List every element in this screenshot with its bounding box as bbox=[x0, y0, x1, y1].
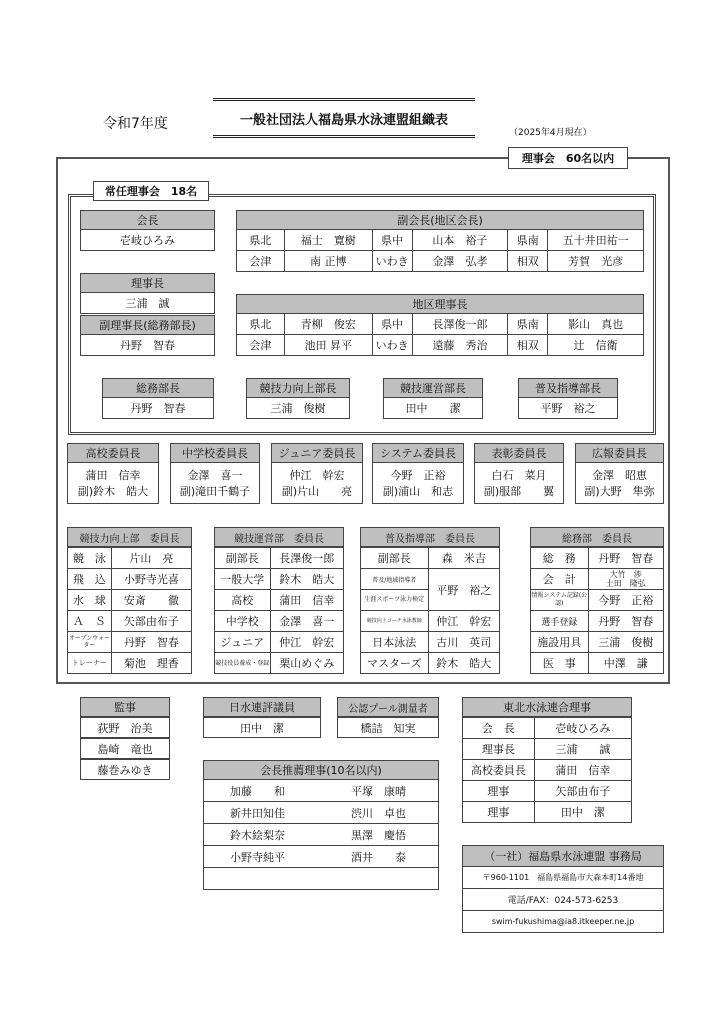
vice-name: 五十井田祐一 bbox=[548, 230, 644, 251]
committee-body bbox=[474, 462, 564, 504]
accountant-line: 土田 隆弘 bbox=[605, 579, 646, 588]
role-cell: 情報システム記録(公認) bbox=[531, 590, 589, 611]
dept-committee-promotion bbox=[360, 527, 500, 674]
name-cell: 三浦 俊樹 bbox=[588, 632, 663, 653]
dept-committee-table bbox=[67, 547, 192, 674]
table-row bbox=[68, 653, 192, 674]
role-cell: Ａ Ｓ bbox=[68, 611, 112, 632]
district-area: 相双 bbox=[508, 335, 548, 356]
recommended-name: 小野寺純平 bbox=[230, 850, 285, 864]
table-row bbox=[361, 653, 500, 674]
role-cell: 生涯スポーツ泳力検定 bbox=[361, 590, 429, 611]
role-cell: トレーナー bbox=[68, 653, 112, 674]
committee-line: 副)大野 隼弥 bbox=[584, 485, 655, 498]
accountant-line: 大竹 渉 bbox=[609, 570, 642, 579]
vice-chairman-header: 副理事長(総務部長) bbox=[80, 315, 215, 335]
committee-body bbox=[67, 462, 159, 504]
role-cell: 飛 込 bbox=[68, 569, 112, 590]
role-cell: 副部長 bbox=[215, 548, 271, 569]
name-cell: 蒲田 信幸 bbox=[270, 590, 343, 611]
committee-body bbox=[170, 462, 260, 504]
role-cell: 競技向上コーチ水泳教師 bbox=[361, 611, 429, 632]
name-cell: 仲江 幹宏 bbox=[270, 632, 343, 653]
table-row bbox=[463, 760, 632, 781]
role-cell: 理事 bbox=[463, 781, 535, 802]
page-title bbox=[213, 98, 475, 138]
role-cell: 普及/地域指導者 bbox=[361, 569, 429, 590]
name-cell: 丹野 智春 bbox=[588, 611, 663, 632]
recommended-name: 鈴木絵梨奈 bbox=[230, 828, 285, 842]
tohoku-directors bbox=[462, 697, 632, 823]
role-cell: 選手登録 bbox=[531, 611, 589, 632]
name-cell: 片山 亮 bbox=[111, 548, 191, 569]
name-cell bbox=[588, 569, 663, 590]
district-area: 県南 bbox=[508, 314, 548, 335]
vice-area: いわき bbox=[372, 251, 412, 272]
name-cell: 今野 正裕 bbox=[588, 590, 663, 611]
dept-committee-header: 競技運営部 委員長 bbox=[214, 527, 344, 547]
tohoku-header: 東北水泳連合理事 bbox=[462, 697, 632, 717]
table-row bbox=[531, 611, 664, 632]
name-cell: 長澤俊一郎 bbox=[270, 548, 343, 569]
name-cell: 安斎 徹 bbox=[111, 590, 191, 611]
table-row bbox=[361, 548, 500, 569]
committee-line: 副)滝田千鶴子 bbox=[179, 485, 251, 498]
role-cell: マスターズ bbox=[361, 653, 429, 674]
name-cell: 中澤 謙 bbox=[588, 653, 663, 674]
chairman-name: 三浦 誠 bbox=[80, 292, 215, 314]
name-cell: 栗山めぐみ bbox=[270, 653, 343, 674]
recommended-row bbox=[204, 846, 438, 868]
table-row bbox=[68, 611, 192, 632]
role-cell: ジュニア bbox=[215, 632, 271, 653]
office-email: swim-fukushima@ia8.itkeeper.ne.jp bbox=[462, 911, 664, 933]
name-cell: 平野 裕之 bbox=[428, 569, 499, 611]
committee-line: 副)片山 亮 bbox=[281, 485, 353, 498]
office-box bbox=[462, 845, 664, 933]
vice-table bbox=[236, 229, 644, 272]
district-area: 県中 bbox=[372, 314, 412, 335]
table-row bbox=[237, 314, 644, 335]
dept-committee-competitive bbox=[67, 527, 192, 674]
standing-label: 常任理事会 18名 bbox=[93, 181, 209, 201]
table-row bbox=[68, 632, 192, 653]
recommended-name: 加藤 和 bbox=[230, 784, 285, 798]
dept-committee-table bbox=[530, 547, 664, 674]
recommended-name: 黒澤 慶悟 bbox=[351, 828, 406, 842]
dept-committee-general bbox=[530, 527, 664, 674]
role-cell: 理事長 bbox=[463, 739, 535, 760]
table-row bbox=[215, 611, 344, 632]
name-cell: 三浦 誠 bbox=[534, 739, 631, 760]
table-row bbox=[531, 590, 664, 611]
table-row bbox=[68, 548, 192, 569]
role-cell: 競 泳 bbox=[68, 548, 112, 569]
role-cell: 会 長 bbox=[463, 718, 535, 739]
table-row bbox=[361, 632, 500, 653]
chairman-header: 理事長 bbox=[80, 273, 215, 293]
recommended-row bbox=[204, 824, 438, 846]
vice-header: 副会長(地区会長) bbox=[236, 210, 644, 230]
district-header: 地区理事長 bbox=[236, 294, 644, 314]
dept-head-header: 競技運営部長 bbox=[383, 378, 483, 398]
dept-head-header: 競技力向上部長 bbox=[246, 378, 350, 398]
dept-committee-header: 普及指導部 委員長 bbox=[360, 527, 500, 547]
name-cell: 矢部由布子 bbox=[534, 781, 631, 802]
pool-header: 公認プール測量者 bbox=[337, 697, 439, 717]
district-name: 辻 信衛 bbox=[548, 335, 644, 356]
dept-committee-operations bbox=[214, 527, 344, 674]
dept-committee-table bbox=[214, 547, 344, 674]
table-row bbox=[531, 653, 664, 674]
recommended-header: 会長推薦理事(10名以内) bbox=[203, 760, 439, 780]
table-row bbox=[361, 569, 500, 590]
committee-line: 副)浦山 和志 bbox=[382, 485, 454, 498]
name-cell: 森 米吉 bbox=[428, 548, 499, 569]
recommended-name: 新井田知佳 bbox=[230, 806, 285, 820]
vice-area: 県南 bbox=[508, 230, 548, 251]
committee-header: 広報委員長 bbox=[575, 443, 664, 463]
committee-line: 金澤 喜一 bbox=[187, 469, 243, 482]
committee-line: 金澤 昭恵 bbox=[592, 469, 647, 482]
committee-header: 表彰委員長 bbox=[474, 443, 564, 463]
name-cell: 菊池 理香 bbox=[111, 653, 191, 674]
office-header: （一社）福島県水泳連盟 事務局 bbox=[462, 845, 664, 867]
committee-line: 蒲田 信幸 bbox=[85, 469, 141, 482]
district-name: 遠藤 秀治 bbox=[412, 335, 508, 356]
table-row bbox=[215, 653, 344, 674]
role-cell: 日本泳法 bbox=[361, 632, 429, 653]
table-row bbox=[531, 548, 664, 569]
dept-committee-header: 競技力向上部 委員長 bbox=[67, 527, 192, 547]
table-row bbox=[215, 590, 344, 611]
table-row bbox=[237, 251, 644, 272]
role-cell: 高校 bbox=[215, 590, 271, 611]
district-name: 長澤俊一郎 bbox=[412, 314, 508, 335]
role-cell: 中学校 bbox=[215, 611, 271, 632]
name-cell: 小野寺光喜 bbox=[111, 569, 191, 590]
vice-name: 芳賀 光彦 bbox=[548, 251, 644, 272]
table-row bbox=[215, 632, 344, 653]
vice-area: 会津 bbox=[237, 251, 285, 272]
recommended-row-empty bbox=[204, 868, 438, 889]
committee-line: 仲江 幹宏 bbox=[289, 469, 345, 482]
table-row bbox=[215, 548, 344, 569]
table-row bbox=[68, 569, 192, 590]
district-name: 池田 昇平 bbox=[284, 335, 372, 356]
table-row bbox=[237, 335, 644, 356]
committee-header: 高校委員長 bbox=[67, 443, 159, 463]
vice-name: 山本 裕子 bbox=[412, 230, 508, 251]
name-cell: 丹野 智春 bbox=[588, 548, 663, 569]
table-row bbox=[463, 718, 632, 739]
district-name: 青柳 俊宏 bbox=[284, 314, 372, 335]
table-row bbox=[68, 590, 192, 611]
dept-head-header: 普及指導部長 bbox=[518, 378, 618, 398]
recommended-row bbox=[204, 780, 438, 802]
role-cell: 医 事 bbox=[531, 653, 589, 674]
dept-head-name: 三浦 俊樹 bbox=[246, 397, 350, 419]
committee-line: 今野 正裕 bbox=[390, 469, 446, 482]
district-table bbox=[236, 313, 644, 356]
name-cell: 鈴木 皓大 bbox=[270, 569, 343, 590]
role-cell: オープンウォーター bbox=[68, 632, 112, 653]
role-cell: 競技役員養成・登録 bbox=[215, 653, 271, 674]
committee-line: 白石 菜月 bbox=[491, 469, 547, 482]
name-cell: 丹野 智春 bbox=[111, 632, 191, 653]
date-note: （2025年4月現在） bbox=[509, 128, 592, 138]
committee-body bbox=[372, 462, 464, 504]
board-label: 理事会 60名以内 bbox=[508, 147, 628, 169]
dept-head-name: 丹野 智春 bbox=[102, 397, 214, 419]
jasf-councilor bbox=[203, 697, 321, 738]
dept-head-name: 平野 裕之 bbox=[518, 397, 618, 419]
name-cell: 矢部由布子 bbox=[111, 611, 191, 632]
dept-head-header: 総務部長 bbox=[102, 378, 214, 398]
pool-name: 橋詰 知実 bbox=[337, 717, 439, 738]
name-cell: 古川 英司 bbox=[428, 632, 499, 653]
district-name: 影山 真也 bbox=[548, 314, 644, 335]
role-cell: 水 球 bbox=[68, 590, 112, 611]
vice-chairman-name: 丹野 智春 bbox=[80, 334, 215, 356]
role-cell: 理事 bbox=[463, 802, 535, 823]
committee-line: 副)服部 翼 bbox=[483, 485, 555, 498]
auditor-name: 藤巻みゆき bbox=[80, 759, 170, 780]
district-area: 県北 bbox=[237, 314, 285, 335]
district-area: いわき bbox=[372, 335, 412, 356]
name-cell: 金澤 喜一 bbox=[270, 611, 343, 632]
table-row bbox=[361, 611, 500, 632]
vice-area: 相双 bbox=[508, 251, 548, 272]
jasf-header: 日水連評議員 bbox=[203, 697, 321, 717]
role-cell: 総 務 bbox=[531, 548, 589, 569]
role-cell: 一般大学 bbox=[215, 569, 271, 590]
recommended-row bbox=[204, 802, 438, 824]
role-cell: 高校委員長 bbox=[463, 760, 535, 781]
name-cell: 鈴木 皓大 bbox=[428, 653, 499, 674]
role-cell: 副部長 bbox=[361, 548, 429, 569]
name-cell: 蒲田 信幸 bbox=[534, 760, 631, 781]
vice-name: 南 正博 bbox=[284, 251, 372, 272]
committee-header: ジュニア委員長 bbox=[271, 443, 363, 463]
vice-area: 県中 bbox=[372, 230, 412, 251]
vice-name: 福士 寛樹 bbox=[284, 230, 372, 251]
office-address: 〒960-1101 福島県福島市大森本町14番地 bbox=[462, 867, 664, 889]
auditors bbox=[80, 697, 170, 780]
committee-body bbox=[575, 462, 664, 504]
pool-surveyor bbox=[337, 697, 439, 738]
recommended-directors bbox=[203, 760, 439, 890]
vice-name: 金澤 弘孝 bbox=[412, 251, 508, 272]
auditors-header: 監事 bbox=[80, 697, 170, 717]
vice-area: 県北 bbox=[237, 230, 285, 251]
name-cell: 仲江 幹宏 bbox=[428, 611, 499, 632]
role-cell: 会 計 bbox=[531, 569, 589, 590]
committee-body bbox=[271, 462, 363, 504]
district-area: 会津 bbox=[237, 335, 285, 356]
table-row bbox=[237, 230, 644, 251]
dept-committee-table bbox=[360, 547, 500, 674]
committee-header: システム委員長 bbox=[372, 443, 464, 463]
table-row bbox=[215, 569, 344, 590]
table-row bbox=[463, 802, 632, 823]
fiscal-year: 令和7年度 bbox=[103, 116, 168, 132]
office-phone: 電話/FAX：024-573-6253 bbox=[462, 889, 664, 911]
jasf-name: 田中 潔 bbox=[203, 717, 321, 738]
recommended-name: 渋川 卓也 bbox=[351, 806, 406, 820]
dept-head-name: 田中 潔 bbox=[383, 397, 483, 419]
table-row bbox=[531, 569, 664, 590]
committee-line: 副)鈴木 皓大 bbox=[77, 485, 149, 498]
name-cell: 田中 潔 bbox=[534, 802, 631, 823]
auditor-name: 荻野 治美 bbox=[80, 717, 170, 738]
committee-header: 中学校委員長 bbox=[170, 443, 260, 463]
recommended-name: 酒井 泰 bbox=[351, 850, 406, 864]
tohoku-table bbox=[462, 717, 632, 823]
recommended-name: 平塚 康晴 bbox=[351, 784, 406, 798]
president-header: 会長 bbox=[80, 210, 215, 230]
name-cell: 壱岐ひろみ bbox=[534, 718, 631, 739]
table-row bbox=[463, 781, 632, 802]
president-name: 壱岐ひろみ bbox=[80, 229, 215, 251]
role-cell: 施設用具 bbox=[531, 632, 589, 653]
table-row bbox=[463, 739, 632, 760]
table-row bbox=[531, 632, 664, 653]
dept-committee-header: 総務部 委員長 bbox=[530, 527, 664, 547]
page-title-text: 一般社団法人福島県水泳連盟組織表 bbox=[239, 112, 448, 128]
auditor-name: 島崎 竜也 bbox=[80, 738, 170, 759]
